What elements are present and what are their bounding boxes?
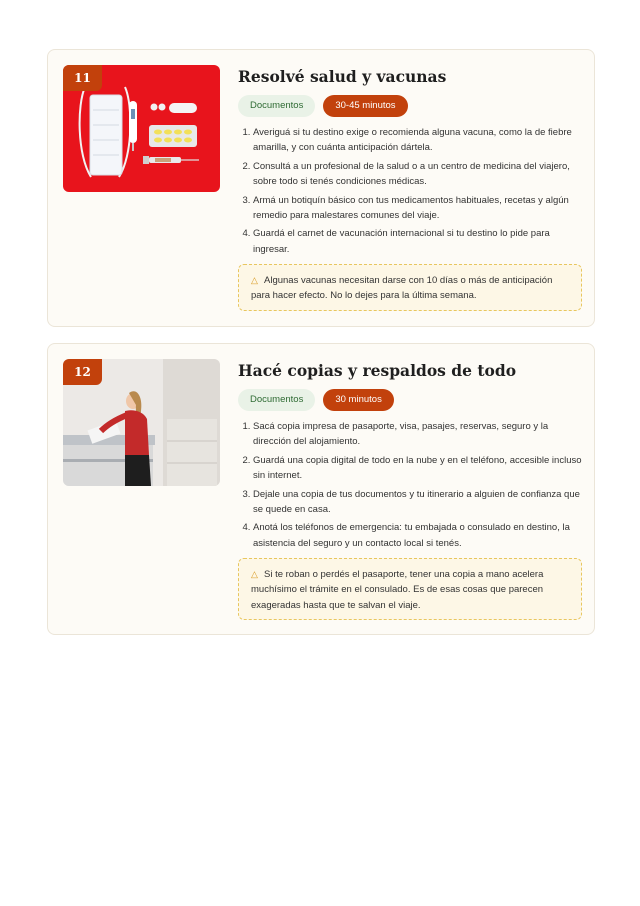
duration-tag: 30-45 minutos (323, 95, 407, 117)
step-content (238, 360, 582, 620)
step-content (238, 66, 582, 311)
category-tag: Documentos (238, 389, 315, 411)
health-supplies-photo (63, 65, 220, 192)
list-item: 2. Guardá una copia digital de todo en la nube y en el teléfono, accesible incluso sin internet. (253, 453, 582, 484)
step-number-badge: 12 (63, 359, 102, 385)
category-tag: Documentos (238, 95, 315, 117)
tag-row (238, 389, 582, 411)
step-list (238, 419, 582, 551)
list-item: 1. Sacá copia impresa de pasaporte, visa, pasajes, reservas, seguro y la dirección del alojamiento. (253, 419, 582, 450)
tip-text: Si te roban o perdés el pasaporte, tener una copia a mano acelera muchísimo el trámite en el consulado. Es de esas cosas que parecen exageradas hasta que te salvan el viaje. (251, 568, 544, 611)
step-number-badge: 11 (63, 65, 102, 91)
step-list (238, 125, 582, 257)
list-item: 3. Armá un botiquín básico con tus medicamentos habituales, recetas y algún remedio para malestares comunes del viaje. (253, 193, 582, 224)
list-item: 1. Averiguá si tu destino exige o recomienda alguna vacuna, como la de fiebre amarilla, y con cuánta anticipación dártela. (253, 125, 582, 156)
step-title: Hacé copias y respaldos de todo (238, 361, 517, 380)
step-card (47, 49, 595, 327)
photocopier-photo (63, 359, 220, 486)
list-item: 4. Anotá los teléfonos de emergencia: tu embajada o consulado en destino, la asistencia del seguro y un contacto local si tenés. (253, 520, 582, 551)
list-item: 3. Dejale una copia de tus documentos y tu itinerario a alguien de confianza que se quede en casa. (253, 487, 582, 518)
tip-text: Algunas vacunas necesitan darse con 10 días o más de anticipación para hacer efecto. No lo dejes para la última semana. (251, 274, 553, 302)
tip-box (238, 264, 582, 311)
trophy-icon: △ (251, 274, 258, 285)
trophy-icon: △ (251, 568, 258, 579)
tip-box (238, 558, 582, 620)
list-item: 4. Guardá el carnet de vacunación internacional si tu destino lo pide para ingresar. (253, 226, 582, 257)
tag-row (238, 95, 582, 117)
step-title: Resolvé salud y vacunas (238, 67, 447, 86)
list-item: 2. Consultá a un profesional de la salud o a un centro de medicina del viajero, sobre todo si tenés condiciones médicas. (253, 159, 582, 190)
duration-tag: 30 minutos (323, 389, 393, 411)
step-card (47, 343, 595, 635)
